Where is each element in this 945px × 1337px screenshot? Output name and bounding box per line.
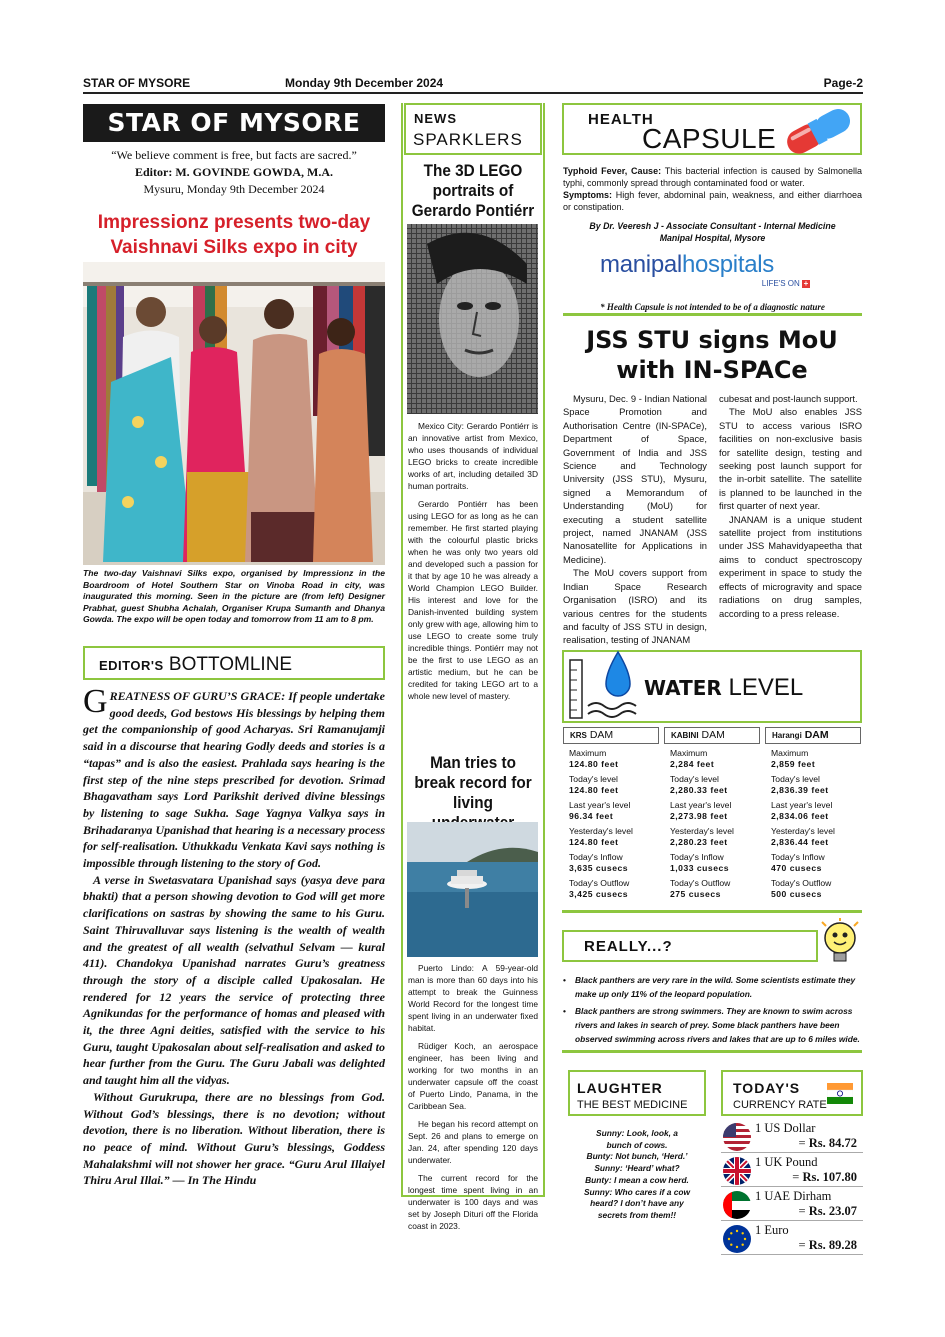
currency-equals: = [798,1136,809,1150]
joke-line: Sunny: ‘Heard’ what? [594,1163,680,1174]
underwater-paragraph-4: The current record for the longest time spent living in an underwater is 100 days and was set by Joseph Dituri off the Florida coast in 2023. [408,1173,538,1231]
editors-bottomline-title [99,654,292,676]
dam-row [563,878,659,900]
uae-flag-icon [723,1191,751,1219]
dam-row-value: 2,273.98 feet [670,811,728,821]
water-level-title-b: LEVEL [728,674,804,701]
person-4 [313,318,373,562]
laughter-title-1: LAUGHTER [577,1080,663,1096]
dam-row-value: 96.34 feet [569,811,614,821]
health-capsule-text [563,165,862,213]
joke-line: heard? I don’t have any [590,1198,684,1209]
jss-headline-line-2: with IN-SPACe [616,356,808,384]
joke-line: Bunty: Not bunch, ‘Herd.’ [586,1151,688,1162]
lego-paragraph-2: Gerardo Pontiérr has been using LEGO for as long as he can remember. He first started playing with the colourful plastic bricks when he was only two years old and developed such a passion for it that by age 10 he was already a World Champion LEGO Builder. His interest and love for the Danish-invented building system only grew with age, allowing him to use LEGO to create some truly incredible things. Pontiérr may not be the first to use LEGO as an artistic medium, but he can be credited for taking LEGO art to a whole new level of mastery. [408,499,538,701]
joke-line: Bunty: I mean a cow herd. [585,1174,689,1185]
news-sparklers-header [404,103,542,155]
health-capsule-author [563,220,862,244]
dam-row [563,748,659,770]
dam-kabini-name-b: DAM [701,729,725,741]
pill-capsule-icon [776,101,862,159]
dam-row-value: 2,834.06 feet [771,811,829,821]
currency-name: 1 UK Pound [755,1155,818,1169]
dam-row-value: 2,284 feet [670,759,715,769]
underwater-paragraph-1: Puerto Lindo: A 59-year-old man is more than 60 days into his attempt to break the Guinness World Record for the longest time spent living in an underwater fixed habitat. [408,963,538,1033]
lead-headline-line-1: Impressionz presents two-day [97,212,371,233]
underwater-headline-line-2: break record for [414,773,532,792]
header-page-number: Page-2 [823,76,863,90]
dam-row-value: 1,033 cusecs [670,863,730,873]
lego-story-body [408,420,538,708]
editors-bottomline-title-a: EDITOR'S [99,658,164,673]
dam-row [664,826,760,848]
dam-row-value: 275 cusecs [670,889,721,899]
currency-value [799,1204,857,1219]
dam-row [664,774,760,796]
expo-photo [83,262,385,565]
dam-row-label: Today's Inflow [670,852,724,862]
water-drop-gauge-icon [568,650,642,722]
dam-row-value: 470 cusecs [771,863,822,873]
dam-row-value: 2,836.44 feet [771,837,829,847]
underwater-capsule-image [407,822,538,957]
dam-row-label: Today's Outflow [569,878,630,888]
dam-row [664,878,760,900]
dam-row-value: 2,280.23 feet [670,837,728,847]
laughter-title-2: THE BEST MEDICINE [577,1099,688,1111]
dam-row-label: Today's Outflow [670,878,731,888]
dam-harangi [765,727,861,900]
header-paper-name: STAR OF MYSORE [83,76,191,90]
dam-row-label: Maximum [771,748,809,758]
underwater-story-headline [411,753,535,833]
dam-row [765,852,861,874]
currency-row-aed [721,1187,863,1221]
health-capsule-title-2: CAPSULE [642,123,777,154]
underwater-headline-line-3: living [453,793,493,812]
lego-portrait-image [407,224,538,414]
currency-title-1: TODAY'S [733,1080,801,1096]
joke-line: Sunny: Who cares if a cow [583,1186,691,1197]
dam-row-value: 2,280.33 feet [670,785,728,795]
dam-krs [563,727,659,900]
us-flag-icon [723,1123,751,1151]
uk-flag-icon [723,1157,751,1185]
dam-row-value: 2,836.39 feet [771,785,829,795]
lead-headline-line-2: Vaishnavi Silks expo in city [110,237,358,258]
dam-row-label: Last year's level [670,800,732,810]
dateline: Mysuru, Monday 9th December 2024 [143,182,325,196]
dam-row-label: Today's Outflow [771,878,832,888]
lead-photo-caption: The two-day Vaishnavi Silks expo, organised by Impressionz in the Boardroom of Hotel Southern Star on Vinoba Road in city, was inaugurated this morning. Seen in the picture are (from left) Designer Prabhat, guest Shubha Achalah, Organiser Krupa Sumanth and Dhanya Gowda. The expo will be open today and tomorrow from 11 am to 8 pm. [83,568,385,624]
water-level-title-a: WATER [644,676,722,700]
jss-paragraph-5: JNANAM is a unique student satellite project from institutions under JSS Mahavidyapeetha that aims to conduct spectroscopy experiment in space to study the effects of microgravity and space radiations on drug samples, according to a press release. [719,513,862,619]
currency-equals: = [798,1204,809,1218]
dam-row [664,800,760,822]
underwater-headline-line-1: Man tries to [430,753,516,772]
news-sparklers-title-2: SPARKLERS [413,130,523,149]
masthead-title: STAR OF MYSORE [83,104,385,142]
lightbulb-icon [818,918,862,970]
dropcap-letter: G [83,683,108,720]
dam-harangi-name [765,727,861,744]
dam-row-value: 124.80 feet [569,837,619,847]
currency-equals: = [798,1238,809,1252]
dam-row-value: 124.80 feet [569,759,619,769]
dam-row [765,774,861,796]
currency-amount: Rs. 89.28 [808,1238,857,1252]
lego-portrait-illustration [407,224,538,414]
dam-row [664,748,760,770]
dam-row-label: Last year's level [771,800,833,810]
jss-paragraph-3: cubesat and post-launch support. [719,393,858,404]
currency-value [799,1238,857,1253]
dam-row-label: Yesterday's level [569,826,633,836]
currency-row-usd [721,1119,863,1153]
water-level-header [562,650,862,723]
dam-row-label: Today's level [569,774,618,784]
cause-label: Typhoid Fever, Cause: [563,166,662,176]
currency-title-2: CURRENCY RATE [733,1099,827,1111]
dam-row-label: Today's Inflow [569,852,623,862]
eu-flag-icon [723,1225,751,1253]
masthead-motto-block [83,147,385,198]
news-sparklers-title-1: NEWS [414,111,457,126]
list-item: • Black panthers are strong swimmers. They are known to swim across rivers and lakes in search of prey. Some black panthers have been observed swimming across rivers and lakes that are up to 6 miles wide. [563,1004,863,1046]
dam-row [765,826,861,848]
logo-tagline: LIFE'S ON [761,279,800,288]
currency-value [799,1136,857,1151]
editors-bottomline-title-b: BOTTOMLINE [168,654,293,675]
jss-headline [562,325,862,385]
jss-column-1 [563,392,707,647]
dam-krs-name-b: DAM [589,729,614,741]
lego-headline-line-2: portraits of [432,181,514,200]
currency-name: 1 Euro [755,1223,789,1237]
dam-row [563,774,659,796]
sea-capsule-illustration [407,822,538,957]
laughter-header [568,1070,706,1116]
underwater-story-body [408,962,538,1238]
dam-row-label: Today's Inflow [771,852,825,862]
logo-word-manipal: manipal [600,251,682,278]
dam-krs-name [563,727,659,744]
water-level-divider [562,910,862,913]
jss-column-2 [719,392,862,620]
india-flag-icon [827,1080,853,1106]
underwater-paragraph-3: He began his record attempt on Sept. 26 and plans to emerge on Jan. 24, after spending 120 days underwater. [408,1119,538,1165]
symptoms-label: Symptoms: [563,190,613,200]
dam-kabini-name-a: KABINI [671,731,699,740]
editorial-paragraph-1: REATNESS OF GURU’S GRACE: If people undertake good deeds, God bestows His blessings by helping them get the companionship of good Acharyas. Sri Ramanujamji said in a discourse that hearing Godly deeds and stories is a “tapas” and is also the easiest. Prahlada says hearing is the first step of the nine steps prescribed for devotion. Srimad Bhagavatham says Lord Parikshit derived divine blessings by listening to sage Sukha. Sage Yagnya Valkya says in Brihadaranya Upanishad that hearing is a necessary process for self-realisation. Uthukkadu Venkata Kavi says nothing is impossible through listening to the story of God. [83,689,385,871]
dam-kabini [664,727,760,900]
currency-name: 1 US Dollar [755,1121,816,1135]
joke-line: secrets from them!! [597,1209,677,1220]
lego-headline-line-3: Gerardo Pontiérr [411,201,535,220]
dam-row [563,826,659,848]
editor-credit: Editor: M. GOVINDE GOWDA, M.A. [135,165,333,179]
dam-row-label: Yesterday's level [771,826,835,836]
jss-headline-line-1: JSS STU signs MoU [586,326,838,354]
header-date: Monday 9th December 2024 [285,76,444,90]
dam-row [563,852,659,874]
page-header [83,74,863,94]
underwater-paragraph-2: Rüdiger Koch, an aerospace engineer, has been living and working for two months in an underwater capsule off the coast of Puerto Lindo, Panama, in the Caribbean Sea. [408,1041,538,1111]
dam-kabini-name [664,727,760,744]
dam-row-label: Today's level [771,774,820,784]
dam-row-label: Last year's level [569,800,631,810]
logo-word-hospitals: hospitals [681,251,774,278]
expo-photo-illustration [83,262,385,565]
health-capsule-disclaimer: * Health Capsule is not intended to be of a diagnostic nature [563,300,862,316]
dam-row-value: 124.80 feet [569,785,619,795]
editors-bottomline-body [83,683,385,1189]
jss-paragraph-1: Mysuru, Dec. 9 - Indian National Space Promotion and Authorisation Centre (IN-SPACe), Department of Space, Government of India and JSS Science and Technology University (JSS STU), Mysuru, signed a Memorandum of Understanding (MoU) for executing a student satellite project, named JNANAM (JSS Nanosatellite for Applications in Medicine). [563,393,707,565]
laughter-joke [568,1128,706,1222]
really-facts-list [563,973,863,1049]
lego-paragraph-1: Mexico City: Gerardo Pontiérr is an innovative artist from Mexico, who uses thousands of individual LEGO bricks to create incredible works of art, including detailed 3D human portraits. [408,421,538,491]
lead-headline [83,210,385,260]
joke-line: Sunny: Look, look, a [596,1128,678,1138]
currency-row-eur [721,1221,863,1255]
dam-row [664,852,760,874]
joke-line: bunch of cows. [606,1139,668,1150]
currency-amount: Rs. 23.07 [808,1204,857,1218]
dam-row-label: Maximum [569,748,607,758]
currency-row-gbp [721,1153,863,1187]
health-capsule-header [562,103,862,155]
dam-krs-name-a: KRS [570,731,587,740]
really-header [562,930,818,962]
dam-row [765,748,861,770]
really-divider [562,1050,862,1053]
editors-bottomline-header [83,646,385,680]
currency-equals: = [792,1170,803,1184]
dam-row [765,800,861,822]
dam-row-label: Maximum [670,748,708,758]
dam-row [563,800,659,822]
dam-row-value: 3,635 cusecs [569,863,629,873]
currency-name: 1 UAE Dirham [755,1189,832,1203]
lego-story-headline [411,161,535,221]
health-capsule-title-1: HEALTH [588,111,654,128]
really-title: REALLY...? [584,938,673,955]
motto: “We believe comment is free, but facts are sacred.” [111,148,357,162]
cause-text: This bacterial infection is caused by Salmonella typhi, commonly spread through contaminated food or water. [563,166,863,188]
symptoms-text: High fever, abdominal pain, weakness, and either diarrhoea or constipation. [563,190,862,212]
dam-row-value: 500 cusecs [771,889,822,899]
lego-headline-line-1: The 3D LEGO [423,161,523,180]
dam-row-label: Yesterday's level [670,826,734,836]
currency-header [721,1070,863,1116]
dam-harangi-name-b: DAM [804,729,829,741]
editorial-paragraph-3: Without Gurukrupa, there are no blessings from God. Without God’s blessings, there is no devotion; without devotion, there is no liberation. Without liberation, there is no peace of mind. Without Guru’s blessings, Goddess Mahalakshmi will not shower her grace. “Guru Arul Illaiyel Thiru Arul Illai.” — In The Hindu [83,1089,385,1188]
list-item: • Black panthers are very rare in the wild. Some scientists estimate they make up only 11% of the leopard population. [563,973,863,1001]
currency-amount: Rs. 107.80 [802,1170,857,1184]
dam-row-value: 2,859 feet [771,759,816,769]
water-level-title [644,674,803,702]
currency-value [792,1170,857,1185]
manipal-hospitals-logo [600,251,810,293]
plus-icon: + [803,279,809,288]
currency-amount: Rs. 84.72 [808,1136,857,1150]
author-line-1: By Dr. Veeresh J - Associate Consultant - Internal Medicine [589,221,836,231]
dam-row-label: Today's level [670,774,719,784]
dam-row [765,878,861,900]
dam-harangi-name-a: Harangi [772,731,802,740]
dam-row-value: 3,425 cusecs [569,889,629,899]
author-line-2: Manipal Hospital, Mysore [659,233,766,243]
jss-paragraph-4: The MoU also enables JSS STU to access various ISRO facilities on non-exclusive basis for satellite design, testing and seeking post launch support for the in-orbit satellite. The satellite is planned to be launched in the first quarter of next year. [719,406,862,512]
editorial-paragraph-2: A verse in Swetasvatara Upanishad says (yasya deve para bhakti) that a person showing devotion to God will get more clarifications on sastras by showing the same to his Guru. Saint Thiruvalluvar says listening is the wealth of wealth and the greatest of all wealth (selvathul Selvam — kural 411). Chandokya Upanishad narrates Guru’s greatness through the story of a disciple called Upakosalan. He rendered for 12 years the service of protecting three Agnikundas for the performance of homas and pleased with it, the three Agni deities, satisfied with the service to his Guru, taught Upakosalan about self-realisation and asked to hear further from the Guru. The Guru Jabali was delighted and taught him all the vidyas. [83,872,385,1088]
jss-paragraph-2: The MoU covers support from Indian Space Research Organisation (ISRO) and its various centres for the students and faculty of JSS STU in design, realisation, testing of JNANAM [563,567,707,646]
